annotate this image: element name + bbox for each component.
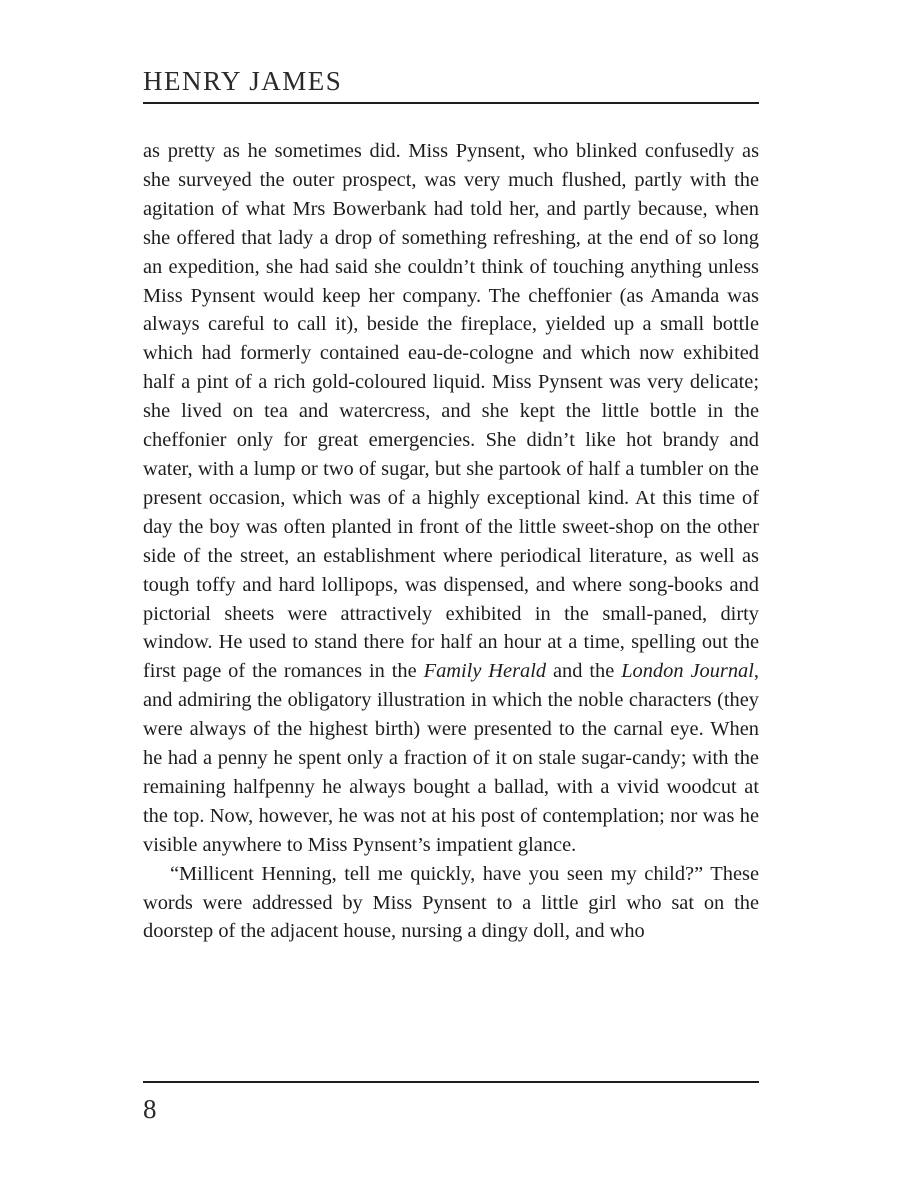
paragraph-1-text-c: , and admiring the obligatory illustration in which the noble characters (they were always of the highest birth) were presented to the carnal eye. When he had a penny he spent only a fraction of it on stale sugar-candy; with the remaining halfpenny he always bought a ballad, with a vivid woodcut at the top. Now, however, he was not at his post of contemplation; nor was he visible anywhere to Miss Pynsent’s impatient glance. bbox=[143, 660, 759, 856]
paragraph-1-text-a: as pretty as he sometimes did. Miss Pynsent, who blinked confusedly as she surveyed the outer prospect, was very much flushed, partly with the agitation of what Mrs Bowerbank had told her, and partly because, when she offered that lady a drop of something refreshing, at the end of so long an expedition, she had said she couldn’t think of touching anything unless Miss Pynsent would keep her company. The cheffonier (as Amanda was always careful to call it), beside the fireplace, yielded up a small bottle which had formerly contained eau-de-cologne and which now exhibited half a pint of a rich gold-coloured liquid. Miss Pynsent was very delicate; she lived on tea and watercress, and she kept the little bottle in the cheffonier only for great emergencies. She didn’t like hot brandy and water, with a lump or two of sugar, but she partook of half a tumbler on the present occasion, which was of a highly exceptional kind. At this time of day the boy was often planted in front of the little sweet-shop on the other side of the street, an establishment where periodical literature, as well as tough toffy and hard lollipops, was dispensed, and where song-books and pictorial sheets were attractively exhibited in the small-paned, dirty window. He used to stand there for half an hour at a time, spelling out the first page of the romances in the bbox=[143, 140, 759, 683]
paragraph-2: “Millicent Henning, tell me quickly, have you seen my child?” These words were addressed by Miss Pynsent to a little girl who sat on the doorstep of the adjacent house, nursing a dingy doll, and who bbox=[143, 862, 759, 943]
italic-title-london-journal: London Journal bbox=[621, 660, 754, 683]
paragraph-1-text-b: and the bbox=[546, 660, 622, 683]
running-head bbox=[143, 64, 759, 104]
italic-title-family-herald: Family Herald bbox=[423, 660, 547, 683]
running-head-title: HENRY JAMES bbox=[143, 66, 343, 96]
body-text bbox=[143, 137, 759, 946]
page-number: 8 bbox=[143, 1094, 157, 1124]
paragraph-1 bbox=[143, 137, 759, 860]
footer-rule bbox=[143, 1081, 759, 1083]
